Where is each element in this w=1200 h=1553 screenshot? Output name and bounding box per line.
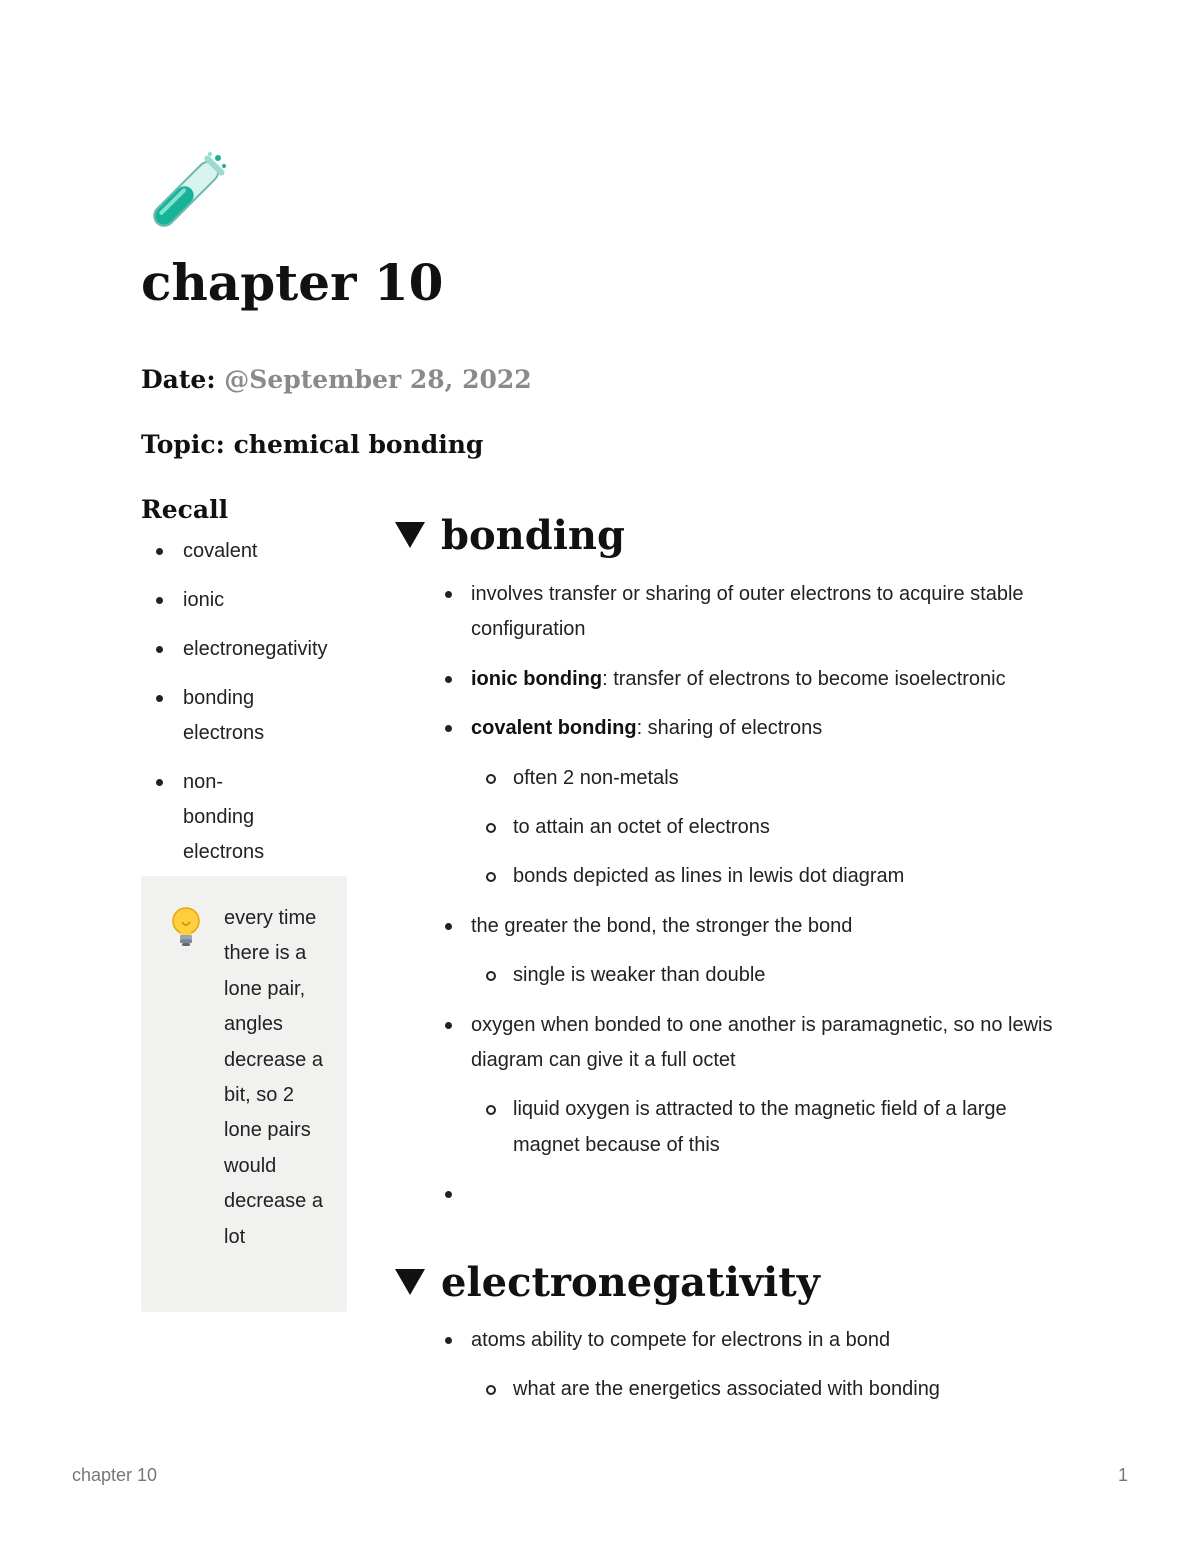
callout-box xyxy=(141,876,347,1312)
date-value[interactable]: @September 28, 2022 xyxy=(224,365,532,394)
electronegativity-toggle-header[interactable] xyxy=(395,1252,1065,1312)
list-item-text: atoms ability to compete for electrons in a bond xyxy=(471,1329,891,1351)
sub-list-item: to attain an octet of electrons xyxy=(471,810,1065,845)
definition-text: : transfer of electrons to become isoelectronic xyxy=(602,667,1006,690)
callout-text: every time there is a lone pair, angles decrease a bit, so 2 lone pairs would decrease a lot xyxy=(224,907,323,1248)
date-label: Date: xyxy=(141,365,216,394)
bonding-list xyxy=(395,577,1065,1212)
empty-list-item[interactable] xyxy=(395,1177,1065,1212)
term-ionic-bonding: ionic bonding xyxy=(471,667,603,690)
electronegativity-toggle-section xyxy=(395,1252,1065,1408)
sub-list xyxy=(471,761,1065,895)
page-number: 1 xyxy=(1118,1465,1129,1485)
term-covalent-bonding: covalent bonding xyxy=(471,717,637,740)
electronegativity-list xyxy=(395,1323,1065,1408)
list-item xyxy=(395,909,1065,994)
sub-list-item: single is weaker than double xyxy=(471,958,1065,993)
list-item: involves transfer or sharing of outer electrons to acquire stable configuration xyxy=(395,577,1065,648)
recall-item: ionic xyxy=(141,583,351,618)
recall-item: non-bonding electrons xyxy=(141,765,283,870)
topic-value: chemical bonding xyxy=(233,430,484,459)
triangle-down-icon[interactable] xyxy=(395,1269,425,1295)
list-item-text: the greater the bond, the stronger the bond xyxy=(471,914,853,937)
bonding-toggle-section xyxy=(395,505,1065,1212)
recall-item: bonding electrons xyxy=(141,681,283,751)
sub-list xyxy=(471,1092,1065,1163)
recall-column xyxy=(141,495,351,884)
triangle-down-icon[interactable] xyxy=(395,522,425,548)
topic-property xyxy=(141,430,483,459)
page-title: chapter 10 xyxy=(141,253,444,312)
bonding-heading: bonding xyxy=(441,511,625,559)
list-item-text: oxygen when bonded to one another is paramagnetic, so no lewis diagram can give it a full octet xyxy=(471,1013,1053,1072)
test-tube-icon xyxy=(138,150,230,242)
sub-list-item: bonds depicted as lines in lewis dot diagram xyxy=(471,859,1065,894)
date-property xyxy=(141,365,532,394)
electronegativity-heading: electronegativity xyxy=(441,1258,820,1306)
recall-heading: Recall xyxy=(141,495,229,524)
sub-list-item: liquid oxygen is attracted to the magnetic field of a large magnet because of this xyxy=(471,1092,1065,1163)
sub-list-item: often 2 non-metals xyxy=(471,761,1065,796)
list-item xyxy=(395,1323,1065,1408)
list-item xyxy=(395,662,1065,697)
recall-item: electronegativity xyxy=(141,632,351,667)
sub-list xyxy=(471,958,1065,993)
list-item xyxy=(395,711,1065,895)
footer-title: chapter 10 xyxy=(72,1465,158,1485)
recall-list xyxy=(141,534,351,870)
topic-label: Topic: xyxy=(141,430,225,459)
bonding-toggle-header[interactable] xyxy=(395,505,1065,565)
recall-item: covalent xyxy=(141,534,351,569)
lightbulb-icon xyxy=(169,906,203,948)
list-item xyxy=(395,1008,1065,1164)
sub-list-item: what are the energetics associated with bonding xyxy=(471,1372,1065,1407)
definition-text: : sharing of electrons xyxy=(636,717,823,740)
sub-list xyxy=(471,1372,1065,1407)
